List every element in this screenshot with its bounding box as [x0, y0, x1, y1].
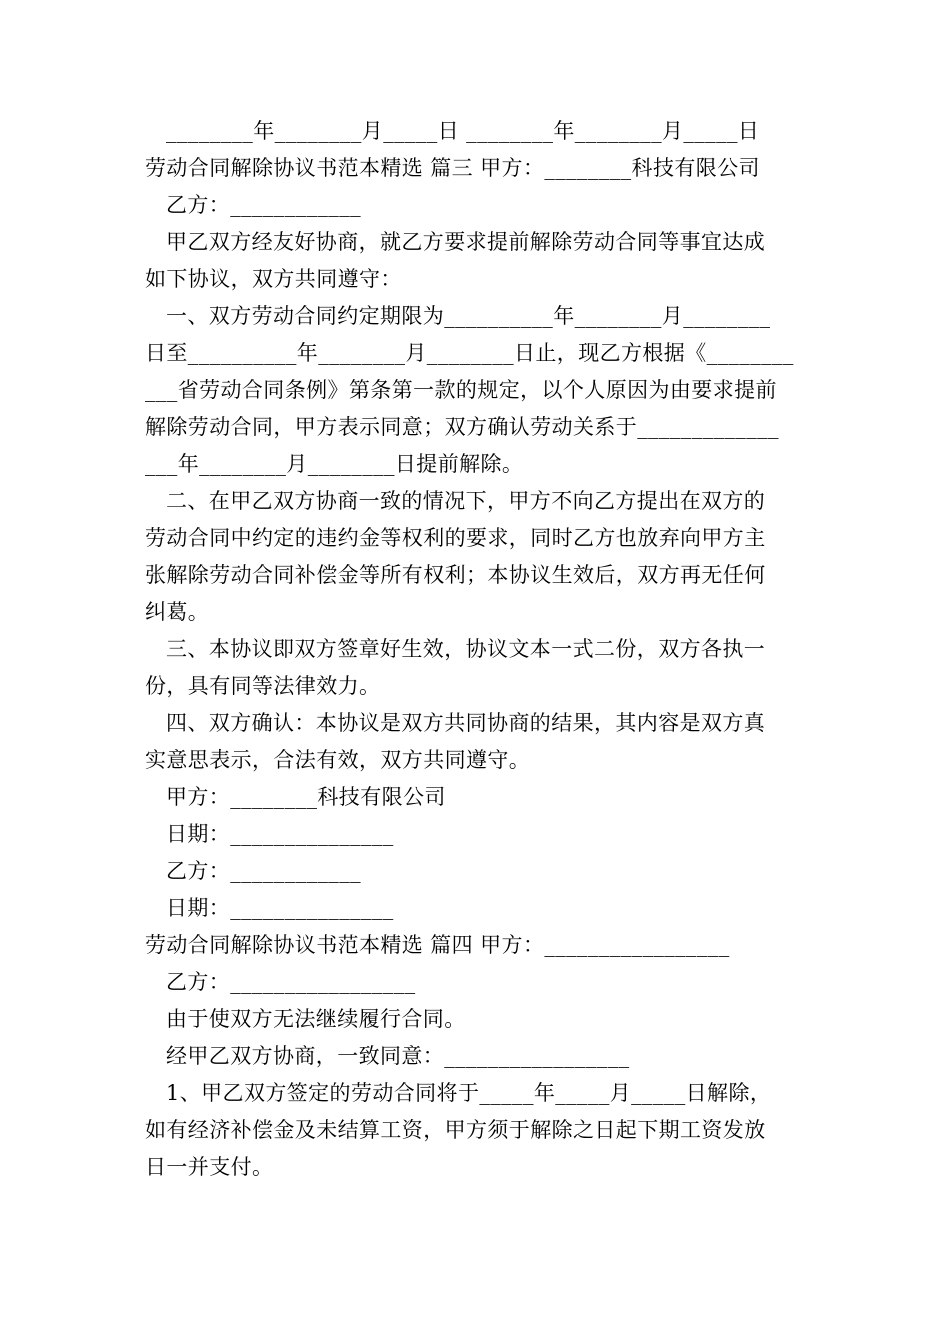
party-b-line: 乙方：____________ [166, 193, 361, 217]
clause-one-line: 日至__________年________月________日止，现乙方根据《________ [145, 341, 794, 365]
party-b-line: 乙方：_________________ [166, 970, 416, 994]
date-line: ________年________月_____日 ________年________月_____日 [166, 119, 760, 143]
paragraph-line: 如下协议，双方共同遵守： [145, 267, 402, 291]
clause-two-line: 劳动合同中约定的违约金等权利的要求，同时乙方也放弃向甲方主 [145, 526, 766, 550]
paragraph-line: 甲乙双方经友好协商，就乙方要求提前解除劳动合同等事宜达成 [166, 230, 766, 254]
item-one-line: 如有经济补偿金及未结算工资，甲方须于解除之日起下期工资发放 [145, 1118, 766, 1142]
clause-four-line: 实意思表示，合法有效，双方共同遵守。 [145, 748, 531, 772]
paragraph-line: 由于使双方无法继续履行合同。 [166, 1007, 466, 1031]
clause-two-line: 张解除劳动合同补偿金等所有权利；本协议生效后，双方再无任何 [145, 563, 766, 587]
clause-one-line: ___省劳动合同条例》第条第一款的规定，以个人原因为由要求提前 [145, 378, 777, 402]
item-one-line: 1、甲乙双方签定的劳动合同将于_____年_____月_____日解除， [166, 1081, 772, 1105]
signature-party-a: 甲方：________科技有限公司 [166, 785, 446, 809]
clause-two-line: 二、在甲乙双方协商一致的情况下，甲方不向乙方提出在双方的 [166, 489, 766, 513]
item-one-line: 日一并支付。 [145, 1155, 274, 1179]
clause-two-line: 纠葛。 [145, 600, 210, 624]
clause-three-line: 三、本协议即双方签章好生效，协议文本一式二份，双方各执一 [166, 637, 766, 661]
clause-four-line: 四、双方确认：本协议是双方共同协商的结果，其内容是双方真 [166, 711, 766, 735]
clause-one-line: 一、双方劳动合同约定期限为__________年________月________ [166, 304, 771, 328]
paragraph-line: 经甲乙双方协商，一致同意：_________________ [166, 1044, 630, 1068]
signature-date-a: 日期：_______________ [166, 822, 394, 846]
section-three-heading: 劳动合同解除协议书范本精选 篇三 甲方：________科技有限公司 [145, 156, 760, 180]
signature-date-b: 日期：_______________ [166, 896, 394, 920]
clause-one-line: ___年________月________日提前解除。 [145, 452, 524, 476]
document-body [145, 113, 815, 1186]
signature-party-b: 乙方：____________ [166, 859, 361, 883]
clause-three-line: 份，具有同等法律效力。 [145, 674, 381, 698]
clause-one-line: 解除劳动合同，甲方表示同意；双方确认劳动关系于_____________ [145, 415, 779, 439]
section-four-heading: 劳动合同解除协议书范本精选 篇四 甲方：_________________ [145, 933, 730, 957]
